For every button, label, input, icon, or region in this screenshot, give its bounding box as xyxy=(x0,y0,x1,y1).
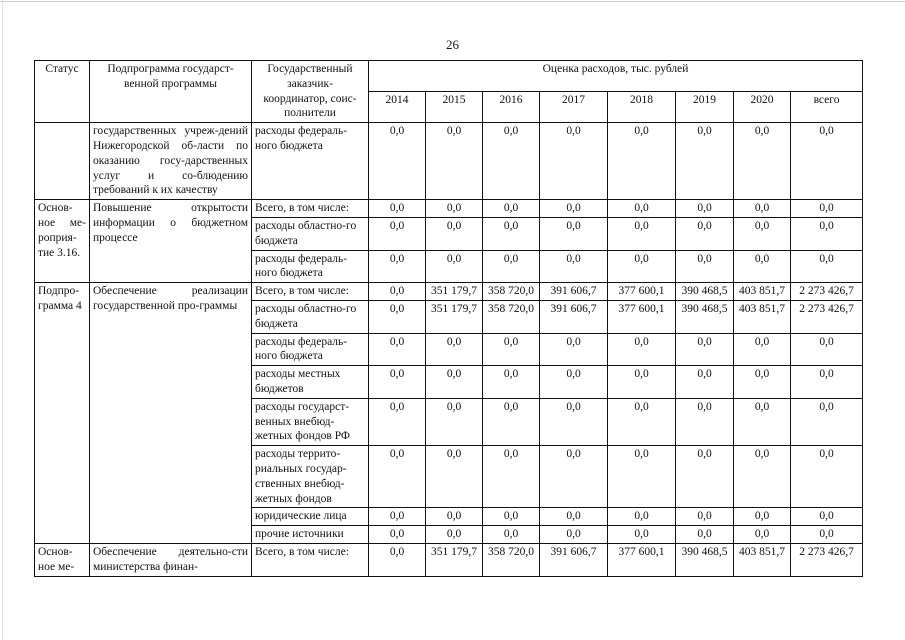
value-cell: 0,0 xyxy=(734,333,791,366)
value-cell: 0,0 xyxy=(540,398,608,445)
value-cell: 0,0 xyxy=(734,398,791,445)
value-cell: 351 179,7 xyxy=(426,300,483,333)
value-cell: 0,0 xyxy=(791,508,863,526)
value-cell: 0,0 xyxy=(540,508,608,526)
value-cell: 0,0 xyxy=(426,333,483,366)
value-cell: 403 851,7 xyxy=(734,283,791,301)
header-year: 2015 xyxy=(426,92,483,123)
value-cell: 0,0 xyxy=(483,526,540,544)
funding-source-cell: расходы федераль-ного бюджета xyxy=(252,123,369,200)
header-estimate: Оценка расходов, тыс. рублей xyxy=(369,61,863,92)
value-cell: 0,0 xyxy=(734,508,791,526)
value-cell: 0,0 xyxy=(791,366,863,399)
subprogram-cell: Обеспечение реализации государственной про-граммы xyxy=(90,283,252,544)
value-cell: 0,0 xyxy=(608,217,676,250)
value-cell: 0,0 xyxy=(791,526,863,544)
value-cell: 0,0 xyxy=(483,508,540,526)
value-cell: 351 179,7 xyxy=(426,283,483,301)
value-cell: 0,0 xyxy=(734,526,791,544)
value-cell: 0,0 xyxy=(676,508,734,526)
table-row xyxy=(35,283,863,301)
value-cell: 0,0 xyxy=(791,123,863,200)
value-cell: 2 273 426,7 xyxy=(791,543,863,576)
table-row xyxy=(35,543,863,576)
subprogram-cell: государственных учреж-дений Нижегородской об-ласти по оказанию госу-дарственных услуг и со-блюдению требований к их качеству xyxy=(90,123,252,200)
table-body xyxy=(35,123,863,576)
value-cell: 0,0 xyxy=(734,250,791,283)
header-year: 2014 xyxy=(369,92,426,123)
header-year: 2017 xyxy=(540,92,608,123)
value-cell: 0,0 xyxy=(734,217,791,250)
header-year: 2018 xyxy=(608,92,676,123)
funding-source-cell: расходы террито-риальных государ-ственных внебюд-жетных фондов xyxy=(252,446,369,508)
value-cell: 0,0 xyxy=(483,446,540,508)
value-cell: 0,0 xyxy=(483,366,540,399)
funding-source-cell: расходы государст-венных внебюд-жетных фондов РФ xyxy=(252,398,369,445)
header-customer: Государственный заказчик-координатор, соис-полнители xyxy=(252,61,369,123)
value-cell: 0,0 xyxy=(734,200,791,218)
value-cell: 0,0 xyxy=(426,398,483,445)
header-status: Статус xyxy=(35,61,90,123)
value-cell: 0,0 xyxy=(791,217,863,250)
value-cell: 391 606,7 xyxy=(540,283,608,301)
header-year: 2019 xyxy=(676,92,734,123)
value-cell: 391 606,7 xyxy=(540,543,608,576)
value-cell: 0,0 xyxy=(483,123,540,200)
header-year: всего xyxy=(791,92,863,123)
value-cell: 377 600,1 xyxy=(608,300,676,333)
value-cell: 358 720,0 xyxy=(483,300,540,333)
subprogram-cell: Обеспечение деятельно-сти министерства финан- xyxy=(90,543,252,576)
value-cell: 0,0 xyxy=(676,123,734,200)
funding-source-cell: расходы областно-го бюджета xyxy=(252,217,369,250)
value-cell: 0,0 xyxy=(426,250,483,283)
value-cell: 351 179,7 xyxy=(426,543,483,576)
value-cell: 0,0 xyxy=(608,333,676,366)
value-cell: 377 600,1 xyxy=(608,283,676,301)
value-cell: 0,0 xyxy=(483,398,540,445)
funding-source-cell: Всего, в том числе: xyxy=(252,283,369,301)
value-cell: 0,0 xyxy=(540,366,608,399)
value-cell: 0,0 xyxy=(676,398,734,445)
budget-table xyxy=(34,60,863,577)
value-cell: 0,0 xyxy=(369,366,426,399)
value-cell: 0,0 xyxy=(608,398,676,445)
value-cell: 0,0 xyxy=(483,333,540,366)
value-cell: 0,0 xyxy=(483,200,540,218)
value-cell: 0,0 xyxy=(540,217,608,250)
funding-source-cell: расходы федераль-ного бюджета xyxy=(252,250,369,283)
status-cell: Основ-ное ме- xyxy=(35,543,90,576)
value-cell: 0,0 xyxy=(369,333,426,366)
value-cell: 0,0 xyxy=(369,446,426,508)
value-cell: 0,0 xyxy=(369,123,426,200)
table-row xyxy=(35,200,863,218)
funding-source-cell: расходы местных бюджетов xyxy=(252,366,369,399)
value-cell: 0,0 xyxy=(540,123,608,200)
value-cell: 0,0 xyxy=(608,526,676,544)
value-cell: 0,0 xyxy=(608,508,676,526)
subprogram-cell: Повышение открытости информации о бюджетном процессе xyxy=(90,200,252,283)
value-cell: 0,0 xyxy=(791,398,863,445)
value-cell: 0,0 xyxy=(426,446,483,508)
value-cell: 390 468,5 xyxy=(676,543,734,576)
value-cell: 391 606,7 xyxy=(540,300,608,333)
value-cell: 0,0 xyxy=(369,543,426,576)
value-cell: 0,0 xyxy=(608,366,676,399)
value-cell: 0,0 xyxy=(791,333,863,366)
value-cell: 0,0 xyxy=(426,366,483,399)
scan-border-left xyxy=(2,0,3,640)
value-cell: 0,0 xyxy=(608,123,676,200)
value-cell: 0,0 xyxy=(734,446,791,508)
value-cell: 0,0 xyxy=(369,526,426,544)
funding-source-cell: Всего, в том числе: xyxy=(252,200,369,218)
header-year: 2016 xyxy=(483,92,540,123)
value-cell: 0,0 xyxy=(676,250,734,283)
value-cell: 0,0 xyxy=(608,446,676,508)
value-cell: 0,0 xyxy=(676,366,734,399)
value-cell: 0,0 xyxy=(426,123,483,200)
value-cell: 0,0 xyxy=(676,333,734,366)
funding-source-cell: Всего, в том числе: xyxy=(252,543,369,576)
value-cell: 358 720,0 xyxy=(483,283,540,301)
header-subprogram: Подпрограмма государст-венной программы xyxy=(90,61,252,123)
value-cell: 0,0 xyxy=(734,123,791,200)
value-cell: 403 851,7 xyxy=(734,543,791,576)
value-cell: 0,0 xyxy=(540,526,608,544)
value-cell: 0,0 xyxy=(426,217,483,250)
value-cell: 0,0 xyxy=(608,200,676,218)
value-cell: 0,0 xyxy=(426,200,483,218)
status-cell: Подпро-грамма 4 xyxy=(35,283,90,544)
value-cell: 0,0 xyxy=(791,200,863,218)
value-cell: 0,0 xyxy=(791,250,863,283)
scan-border-top xyxy=(0,1,905,2)
value-cell: 0,0 xyxy=(369,217,426,250)
value-cell: 0,0 xyxy=(369,200,426,218)
value-cell: 0,0 xyxy=(369,398,426,445)
value-cell: 0,0 xyxy=(791,446,863,508)
value-cell: 0,0 xyxy=(369,300,426,333)
value-cell: 0,0 xyxy=(426,508,483,526)
table-row xyxy=(35,123,863,200)
value-cell: 0,0 xyxy=(540,200,608,218)
value-cell: 0,0 xyxy=(426,526,483,544)
value-cell: 0,0 xyxy=(676,217,734,250)
value-cell: 0,0 xyxy=(676,446,734,508)
value-cell: 0,0 xyxy=(369,508,426,526)
value-cell: 403 851,7 xyxy=(734,300,791,333)
value-cell: 0,0 xyxy=(676,200,734,218)
funding-source-cell: прочие источники xyxy=(252,526,369,544)
value-cell: 0,0 xyxy=(734,366,791,399)
value-cell: 0,0 xyxy=(540,333,608,366)
value-cell: 0,0 xyxy=(540,446,608,508)
value-cell: 0,0 xyxy=(369,283,426,301)
value-cell: 0,0 xyxy=(369,250,426,283)
value-cell: 358 720,0 xyxy=(483,543,540,576)
header-year: 2020 xyxy=(734,92,791,123)
value-cell: 390 468,5 xyxy=(676,283,734,301)
value-cell: 390 468,5 xyxy=(676,300,734,333)
value-cell: 0,0 xyxy=(540,250,608,283)
funding-source-cell: юридические лица xyxy=(252,508,369,526)
status-cell xyxy=(35,123,90,200)
value-cell: 0,0 xyxy=(676,526,734,544)
value-cell: 0,0 xyxy=(608,250,676,283)
page-number: 26 xyxy=(446,37,459,52)
value-cell: 2 273 426,7 xyxy=(791,300,863,333)
funding-source-cell: расходы областно-го бюджета xyxy=(252,300,369,333)
value-cell: 0,0 xyxy=(483,217,540,250)
table-header xyxy=(35,61,863,123)
funding-source-cell: расходы федераль-ного бюджета xyxy=(252,333,369,366)
status-cell: Основ-ное ме-роприя-тие 3.16. xyxy=(35,200,90,283)
value-cell: 377 600,1 xyxy=(608,543,676,576)
value-cell: 0,0 xyxy=(483,250,540,283)
value-cell: 2 273 426,7 xyxy=(791,283,863,301)
